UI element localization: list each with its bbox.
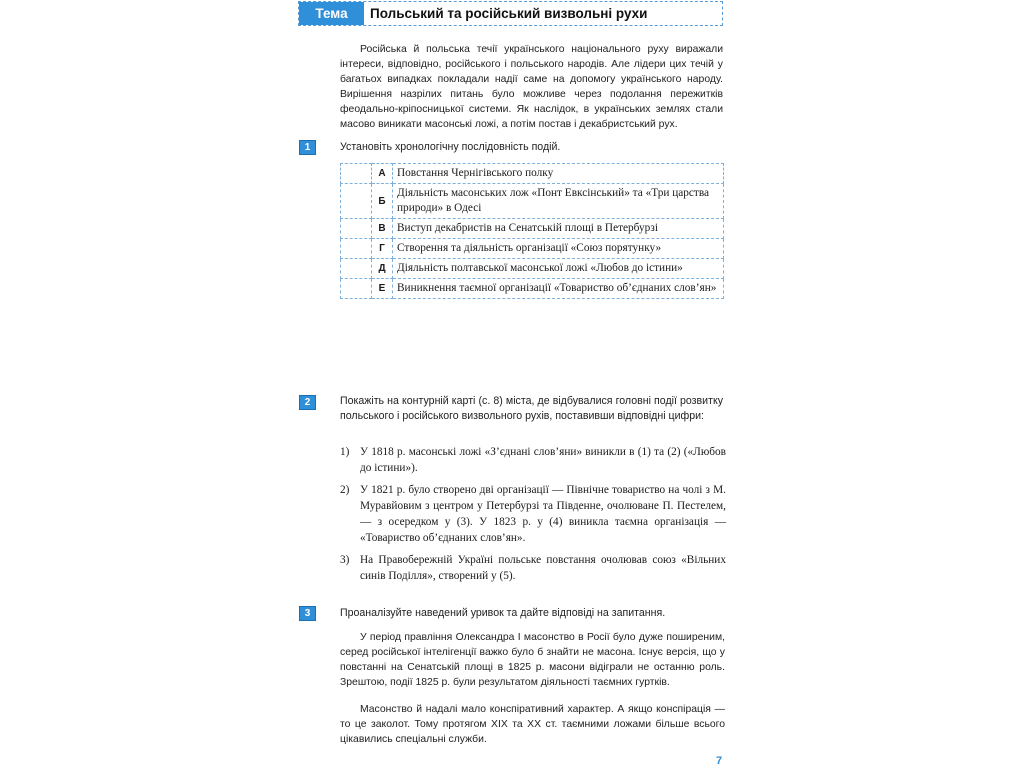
task-2-list (340, 444, 726, 584)
topic-title: Польський та російський визвольні рухи (370, 6, 648, 21)
table-row (341, 239, 724, 259)
intro-paragraph: Російська й польська течії українського національного руху виражали інтереси, відповідно, російського і польського народів. Але лідери цих течій у багатьох випадках покладали надії саме на допомогу українського народу. Вирішення назрілих питань було можливе через подолання пережитків феодально-кріпосницької системи. Як наслідок, в українських землях стали масово виникати масонські ложі, а потім постав і декабристський рух. (340, 44, 723, 130)
events-table (340, 163, 724, 299)
answer-cell[interactable] (341, 184, 372, 219)
answer-cell[interactable] (341, 219, 372, 239)
topic-label: Тема (299, 2, 364, 25)
answer-cell[interactable] (341, 164, 372, 184)
task-3-title: Проаналізуйте наведений уривок та дайте відповіді на запитання. (340, 607, 666, 619)
quote-paragraph: Масонство й надалі мало конспіративний характер. А якщо конспірація — то це заколот. Тому протягом XIX та XX ст. таємними ложами більше всього цікавились спеціальні служби. (340, 704, 725, 745)
row-text: Виникнення таємної організації «Товариство об’єднаних слов’ян» (393, 279, 724, 299)
quote-paragraph: У період правління Олександра І масонство в Росії було дуже поширеним, серед російської інтелігенції важко було б знайти не масона. Існує версія, що у повстанні на Сенатській площі в 1825 р. масони відіграли не останню роль. Зрештою, події 1825 р. були результатом діяльності таємних гуртків. (340, 632, 725, 688)
task-3-badge: 3 (299, 606, 316, 621)
row-text: Діяльність масонських лож «Понт Евксінський» та «Три царства природи» в Одесі (393, 184, 724, 219)
answer-cell[interactable] (341, 259, 372, 279)
task-1-badge: 1 (299, 140, 316, 155)
table-row (341, 184, 724, 219)
answer-cell[interactable] (341, 279, 372, 299)
row-text: Діяльність полтавської масонської ложі «Любов до істини» (393, 259, 724, 279)
list-item-text: На Правобережній Україні польське повстання очолював союз «Вільних синів Поділля», створений у (5). (360, 554, 726, 582)
row-letter: Б (372, 184, 393, 219)
task-1-title: Установіть хронологічну послідовність подій. (340, 141, 561, 153)
table-row (341, 279, 724, 299)
row-letter: Д (372, 259, 393, 279)
row-text: Створення та діяльність організації «Союз порятунку» (393, 239, 724, 259)
task-2-badge: 2 (299, 395, 316, 410)
row-letter: Г (372, 239, 393, 259)
topic-header (298, 1, 723, 26)
table-row (341, 164, 724, 184)
list-item (340, 552, 726, 584)
list-item (340, 482, 726, 546)
row-text: Повстання Чернігівського полку (393, 164, 724, 184)
list-item-number: 3) (340, 554, 350, 566)
page-number: 7 (716, 755, 723, 767)
answer-cell[interactable] (341, 239, 372, 259)
list-item-text: У 1818 р. масонські ложі «З’єднані слов’яни» виникли в (1) та (2) («Любов до істини»). (360, 446, 726, 474)
list-item-number: 2) (340, 484, 350, 496)
row-letter: А (372, 164, 393, 184)
list-item-text: У 1821 р. було створено дві організації — Північне товариство на чолі з М. Муравйовим з центром у Петербурзі та Південне, очолюване П. Пестелем, — з осередком у (3). У 1823 р. у (4) виникла таємна організація — «Товариство об’єднаних слов’ян». (360, 484, 726, 544)
list-item-number: 1) (340, 446, 350, 458)
row-letter: Е (372, 279, 393, 299)
table-row (341, 259, 724, 279)
table-row (341, 219, 724, 239)
task-2-title: Покажіть на контурній карті (с. 8) міста, де відбувалися головні події розвитку польського і російського визвольного рухів, поставивши відповідні цифри: (340, 395, 723, 422)
list-item (340, 444, 726, 476)
row-text: Виступ декабристів на Сенатській площі в Петербурзі (393, 219, 724, 239)
row-letter: В (372, 219, 393, 239)
